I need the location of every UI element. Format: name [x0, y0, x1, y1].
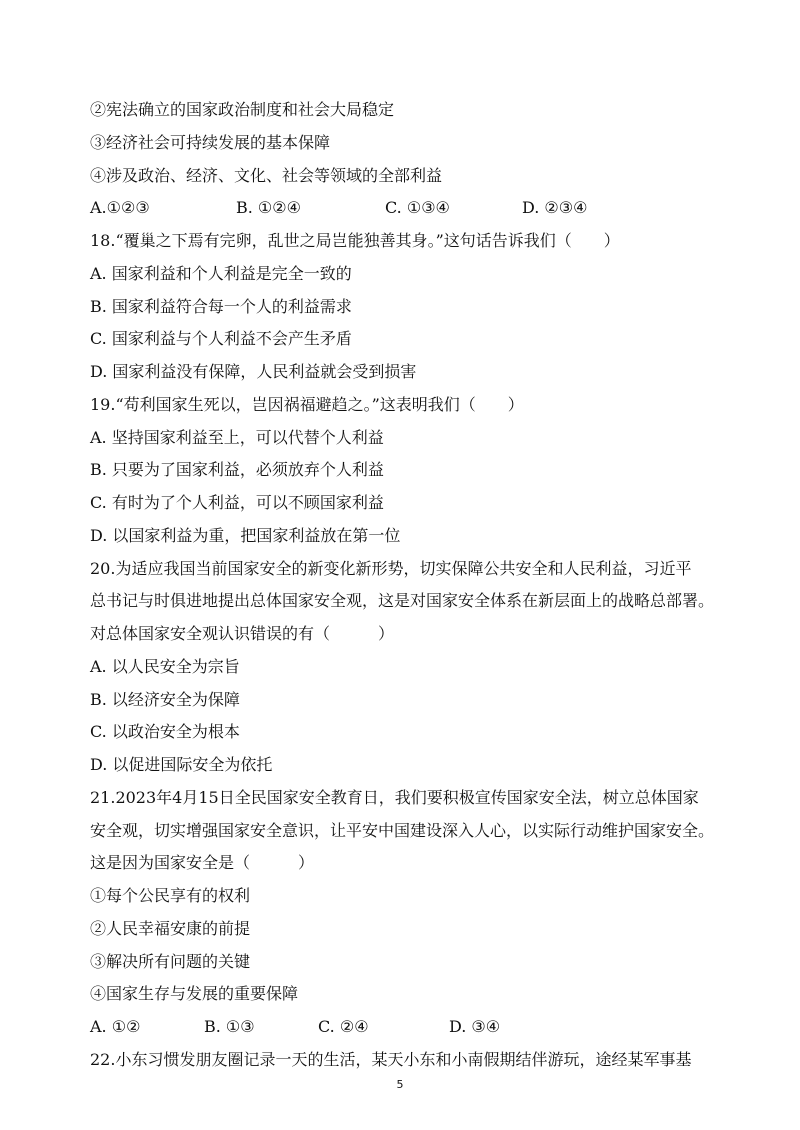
q21-item-1: ①每个公民享有的权利	[90, 886, 251, 905]
q20-option-d: D. 以促进国际安全为依托	[90, 755, 273, 774]
q22-stem-line-1: 22.小东习惯发朋友圈记录一天的生活，某天小东和小南假期结伴游玩，途经某军事基	[90, 1050, 692, 1069]
q17-option-b: B. ①②④	[236, 198, 301, 217]
q21-item-4: ④国家生存与发展的重要保障	[90, 984, 299, 1003]
q21-stem-line-2: 安全观，切实增强国家安全意识，让平安中国建设深入人心，以实际行动维护国家安全。	[90, 821, 715, 840]
q17-item-4: ④涉及政治、经济、文化、社会等领域的全部利益	[90, 166, 443, 185]
q21-stem-line-1: 21.2023年4月15日全民国家安全教育日，我们要积极宣传国家安全法，树立总体国家	[90, 788, 699, 807]
q17-option-d: D. ②③④	[522, 198, 588, 217]
q21-item-3: ③解决所有问题的关键	[90, 952, 251, 971]
q17-option-a: A.①②③	[90, 198, 150, 217]
q17-item-3: ③经济社会可持续发展的基本保障	[90, 133, 331, 152]
q20-option-a: A. 以人民安全为宗旨	[90, 657, 240, 676]
q18-option-d: D. 国家利益没有保障，人民利益就会受到损害	[90, 362, 417, 381]
q18-option-c: C. 国家利益与个人利益不会产生矛盾	[90, 329, 352, 348]
q21-option-b: B. ①③	[204, 1017, 255, 1036]
q17-option-c: C. ①③④	[385, 198, 450, 217]
q20-stem-line-1: 20.为适应我国当前国家安全的新变化新形势，切实保障公共安全和人民利益，习近平	[90, 559, 692, 578]
page-number: 5	[396, 1078, 404, 1091]
q21-stem-line-3: 这是因为国家安全是（ ）	[90, 853, 315, 872]
q18-option-b: B. 国家利益符合每一个人的利益需求	[90, 297, 352, 316]
q19-option-b: B. 只要为了国家利益，必须放弃个人利益	[90, 460, 384, 479]
q18-stem: 18.“覆巢之下焉有完卵，乱世之局岂能独善其身。”这句话告诉我们（ ）	[90, 231, 620, 250]
q20-stem-line-2: 总书记与时俱进地提出总体国家安全观，这是对国家安全体系在新层面上的战略总部署。	[90, 591, 715, 610]
q20-option-b: B. 以经济安全为保障	[90, 690, 240, 709]
q21-item-2: ②人民幸福安康的前提	[90, 919, 251, 938]
q20-option-c: C. 以政治安全为根本	[90, 722, 240, 741]
q18-option-a: A. 国家利益和个人利益是完全一致的	[90, 264, 352, 283]
q19-option-a: A. 坚持国家利益至上，可以代替个人利益	[90, 428, 384, 447]
q19-option-c: C. 有时为了个人利益，可以不顾国家利益	[90, 493, 384, 512]
q17-item-2: ②宪法确立的国家政治制度和社会大局稳定	[90, 100, 395, 119]
q20-stem-line-3: 对总体国家安全观认识错误的有（ ）	[90, 624, 395, 643]
q19-stem: 19.“苟利国家生死以，岂因祸福避趋之。”这表明我们（ ）	[90, 395, 524, 414]
q21-option-a: A. ①②	[90, 1017, 141, 1036]
q19-option-d: D. 以国家利益为重，把国家利益放在第一位	[90, 526, 401, 545]
q21-option-d: D. ③④	[449, 1017, 501, 1036]
q21-option-c: C. ②④	[318, 1017, 369, 1036]
